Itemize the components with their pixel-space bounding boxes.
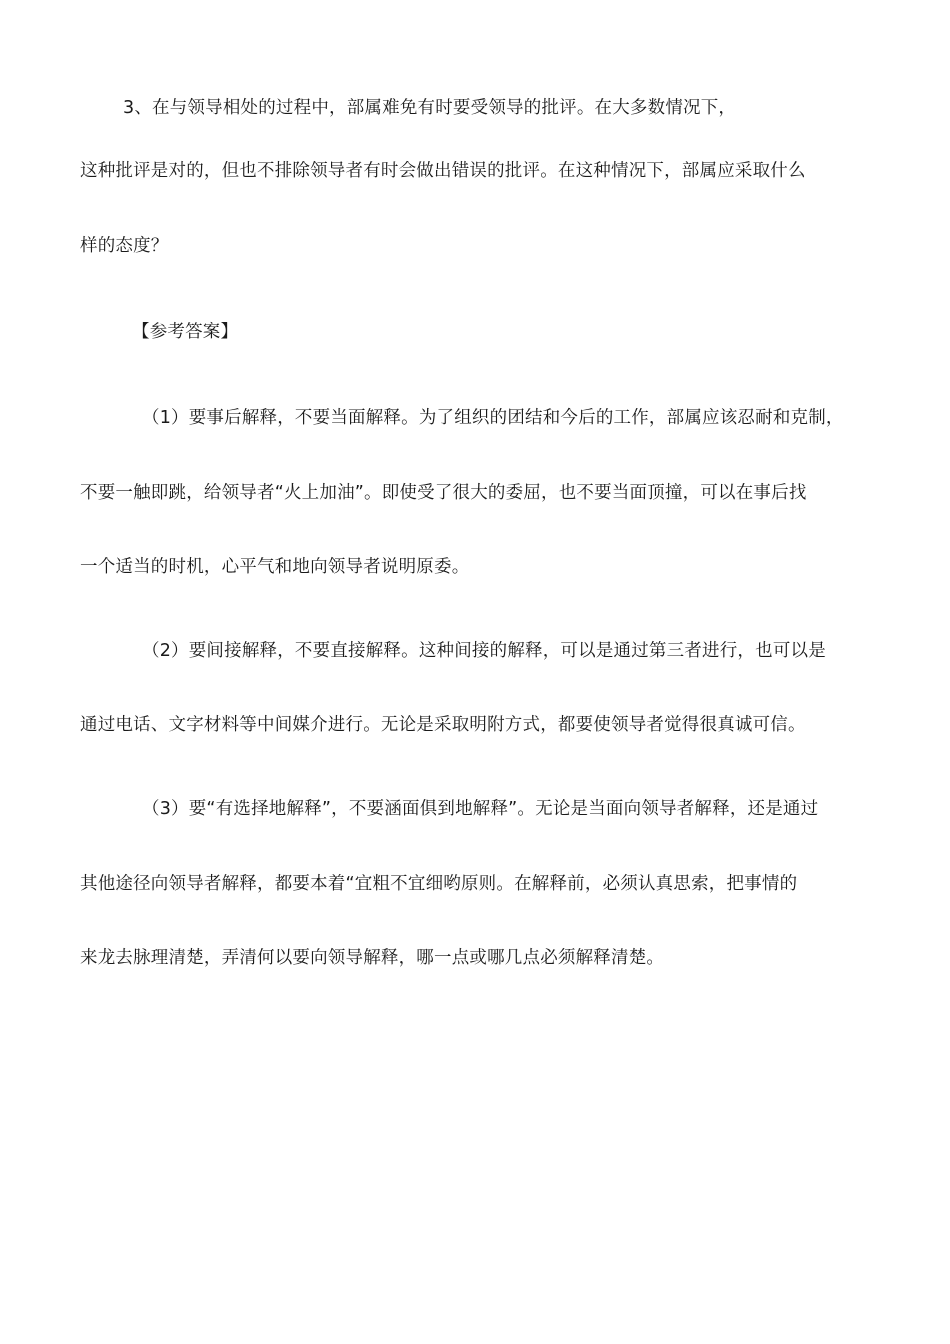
answer-2-line-2: 通过电话、文字材料等中间媒介进行。无论是采取明附方式，都要使领导者觉得很真诚可信。 — [80, 715, 806, 735]
answer-2-line-1: （2）要间接解释，不要直接解释。这种间接的解释，可以是通过第三者进行，也可以是 — [142, 641, 826, 661]
question-line-2: 这种批评是对的，但也不排除领导者有时会做出错误的批评。在这种情况下，部属应采取什么 — [80, 161, 806, 181]
answer-1-line-2: 不要一触即跳，给领导者“火上加油”。即使受了很大的委屈，也不要当面顶撞，可以在事后找 — [80, 483, 807, 503]
answer-1-line-3: 一个适当的时机，心平气和地向领导者说明原委。 — [80, 557, 470, 577]
answer-3-line-3: 来龙去脉理清楚，弄清何以要向领导解释，哪一点或哪几点必须解释清楚。 — [80, 948, 665, 968]
answer-3-line-2: 其他途径向领导者解释，都要本着“宜粗不宜细哟原则。在解释前，必须认真思索，把事情的 — [80, 874, 798, 894]
answer-3-line-1: （3）要“有选择地解释”，不要涵面俱到地解释”。无论是当面向领导者解释，还是通过 — [142, 799, 819, 819]
answer-1-line-1: （1）要事后解释，不要当面解释。为了组织的团结和今后的工作，部属应该忍耐和克制， — [142, 408, 844, 428]
question-line-3: 样的态度？ — [80, 236, 169, 256]
answer-heading: 【参考答案】 — [132, 322, 239, 342]
question-line-1: 3、在与领导相处的过程中，部属难免有时要受领导的批评。在大多数情况下， — [123, 98, 737, 118]
